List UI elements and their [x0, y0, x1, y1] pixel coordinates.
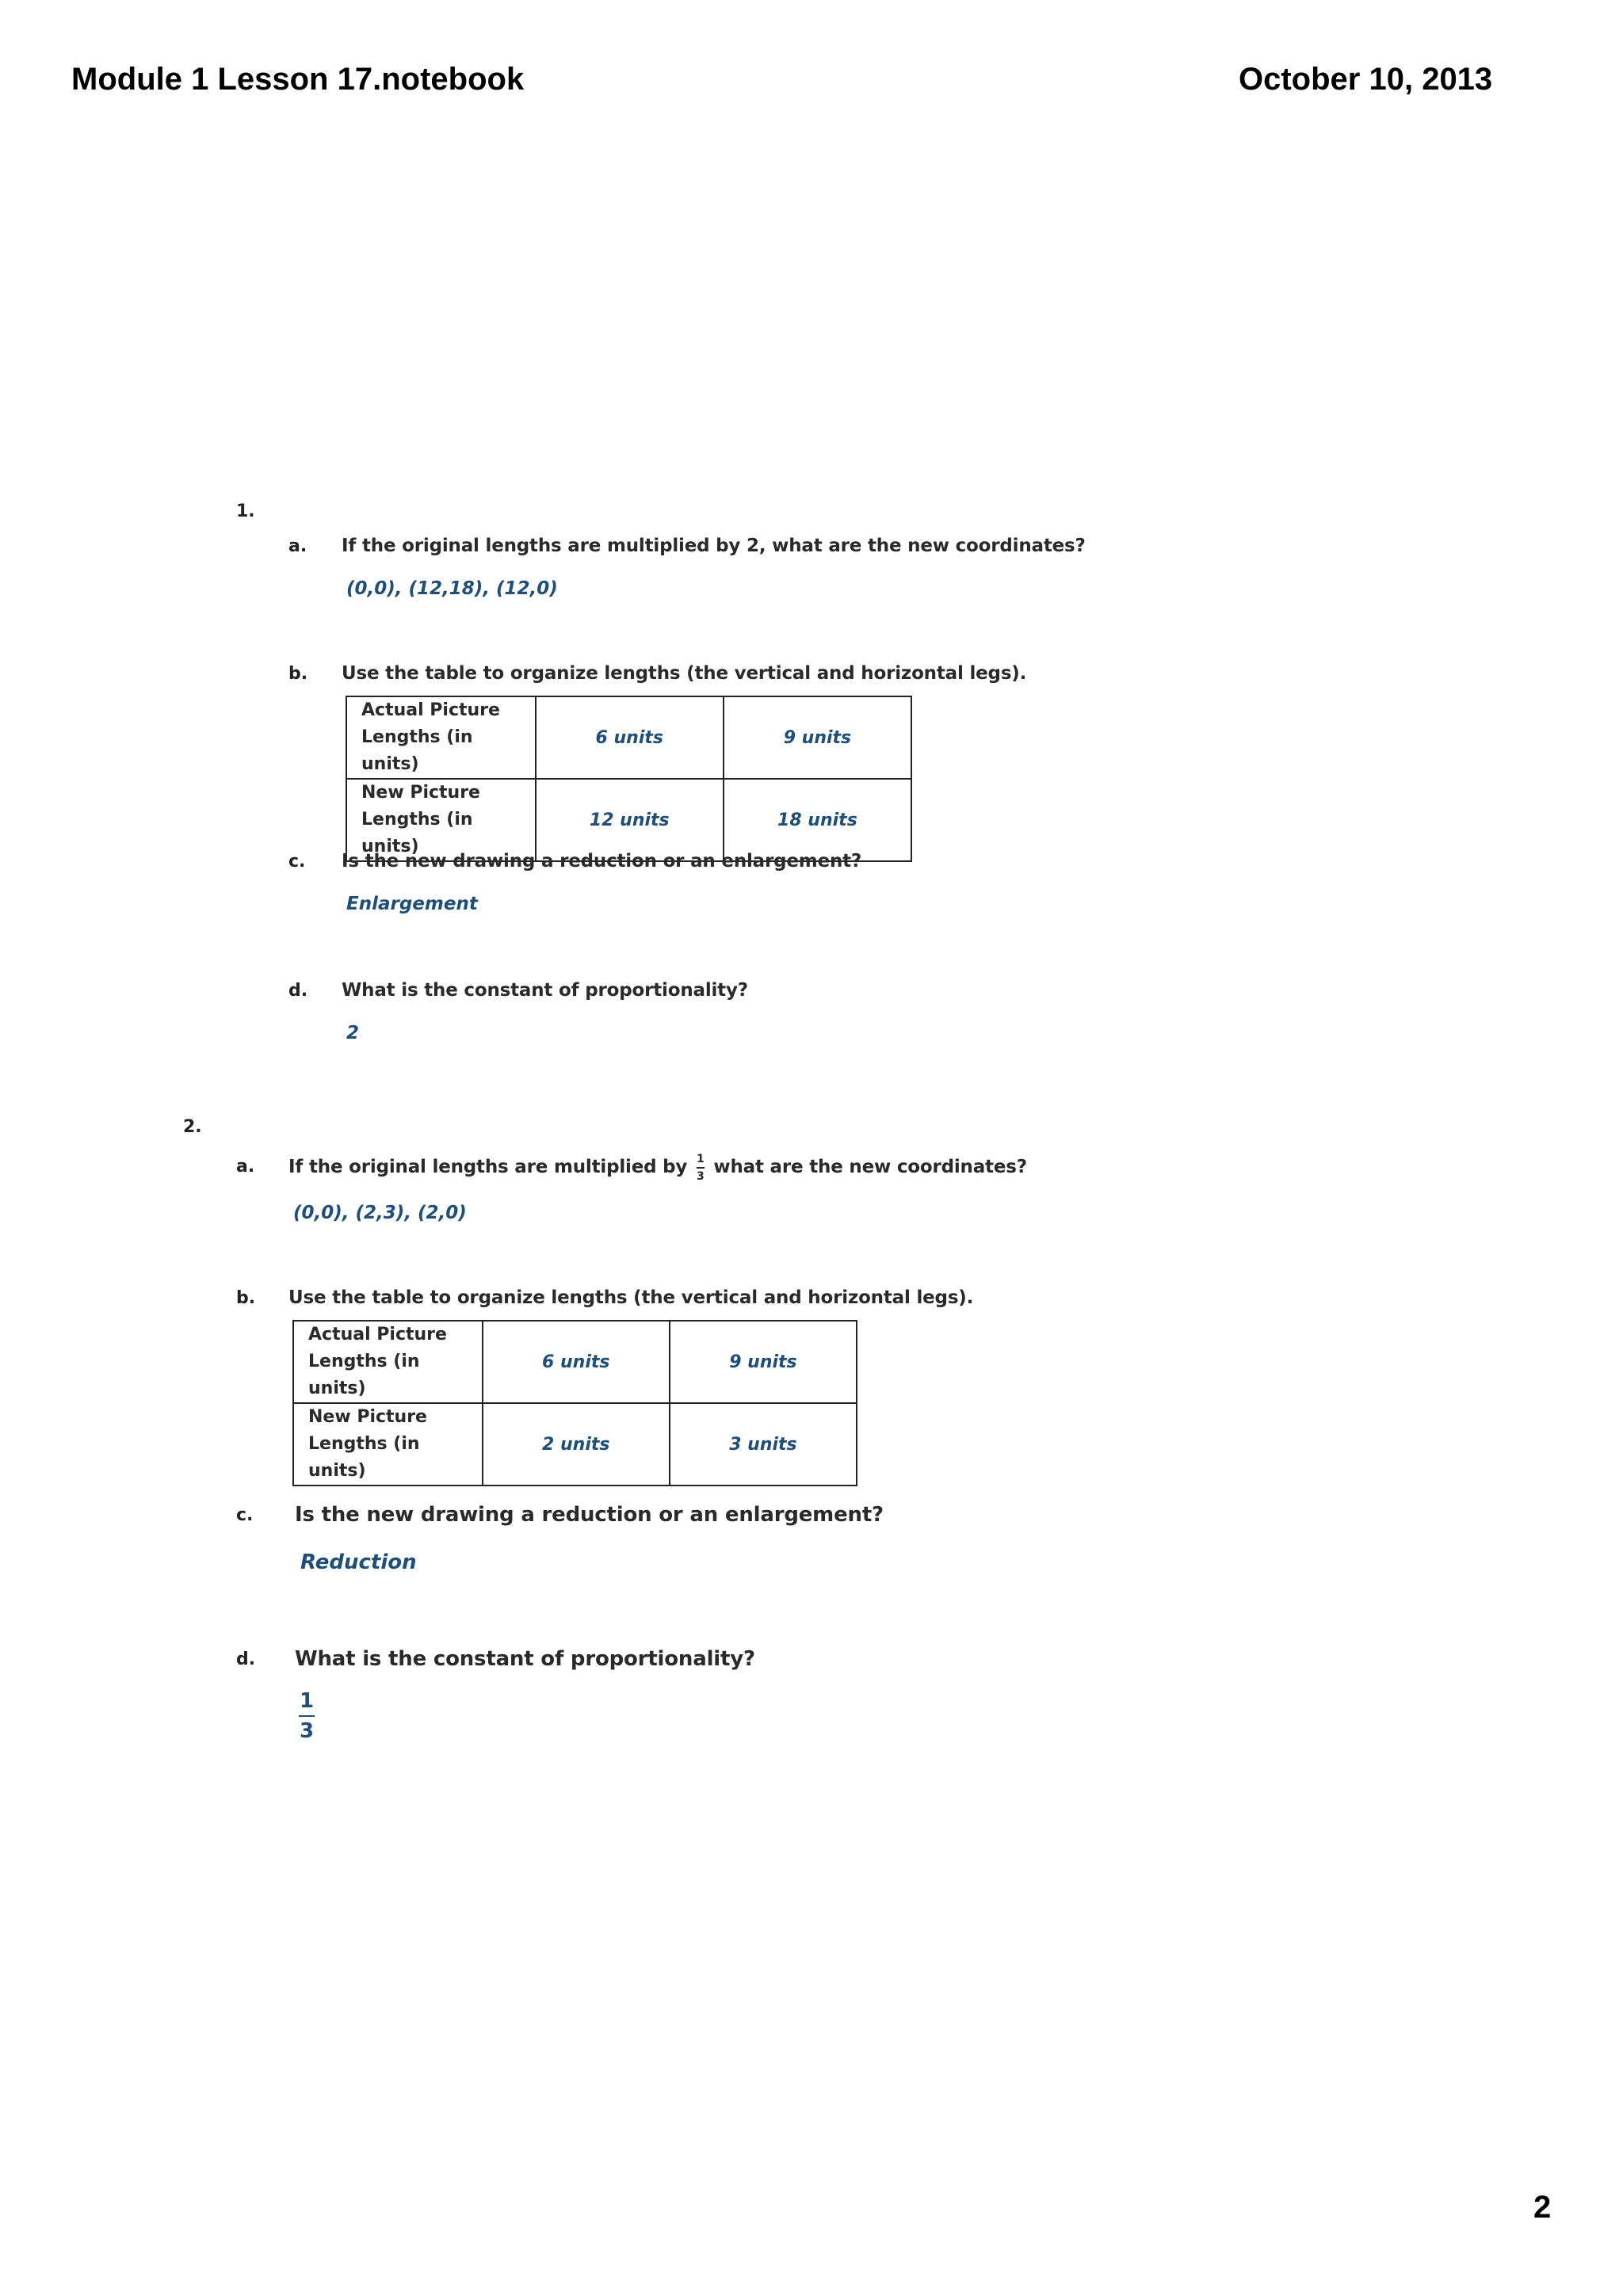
row-label-line: Lengths (in units)	[308, 1434, 420, 1481]
problem-2d-answer-fraction	[299, 1691, 315, 1741]
problem-2c-letter: c.	[236, 1505, 254, 1525]
fraction-numerator: 1	[697, 1152, 705, 1165]
fraction-numerator: 1	[299, 1689, 315, 1713]
problem-2a-question	[288, 1147, 1027, 1187]
problem-1d-question: What is the constant of proportionality?	[342, 980, 748, 1001]
question-text: what are the new coordinates?	[713, 1157, 1027, 1177]
table-row-label	[293, 1321, 483, 1403]
problem-1a-question: If the original lengths are multiplied by 2, what are the new coordinates?	[342, 536, 1086, 556]
problem-1a-letter: a.	[288, 536, 307, 556]
table-cell: 12 units	[536, 779, 724, 861]
problem-2b-letter: b.	[236, 1288, 256, 1308]
table-row	[293, 1403, 857, 1486]
problem-1d-answer: 2	[346, 1023, 360, 1043]
table-row-label	[293, 1403, 483, 1486]
page-number: 2	[1533, 2190, 1552, 2225]
table-cell: 3 units	[670, 1403, 857, 1486]
problem-1-number: 1.	[236, 502, 255, 521]
table-cell: 9 units	[670, 1321, 857, 1403]
table-row-label	[346, 779, 536, 861]
table-cell: 2 units	[483, 1403, 670, 1486]
problem-2b-table	[292, 1320, 857, 1486]
table-row	[293, 1321, 857, 1403]
fraction-denominator: 3	[299, 1719, 315, 1743]
table-cell: 18 units	[724, 779, 911, 861]
row-label-line: New Picture	[308, 1407, 427, 1427]
problem-2c-question: Is the new drawing a reduction or an enlargement?	[295, 1503, 884, 1527]
problem-1c-question: Is the new drawing a reduction or an enlargement?	[342, 851, 862, 871]
row-label-line: Lengths (in units)	[361, 727, 473, 774]
problem-1b-table	[346, 696, 912, 862]
table-row	[346, 779, 911, 861]
problem-1c-answer: Enlargement	[346, 894, 478, 914]
fraction-denominator: 3	[697, 1169, 705, 1183]
problem-2a-letter: a.	[236, 1157, 255, 1177]
problem-2a-answer: (0,0), (2,3), (2,0)	[293, 1203, 467, 1223]
document-date: October 10, 2013	[1239, 62, 1493, 97]
table-row	[346, 696, 911, 779]
row-label-line: New Picture	[361, 783, 480, 803]
fraction-bar	[697, 1167, 705, 1169]
fraction-one-third	[697, 1154, 705, 1182]
problem-1c-letter: c.	[288, 852, 306, 871]
row-label-line: Actual Picture	[361, 700, 500, 720]
table-cell: 6 units	[483, 1321, 670, 1403]
table-cell: 6 units	[536, 696, 724, 779]
problem-2-number: 2.	[183, 1117, 202, 1137]
row-label-line: Lengths (in units)	[361, 810, 473, 856]
problem-1b-question: Use the table to organize lengths (the vertical and horizontal legs).	[342, 663, 1027, 684]
problem-2b-question: Use the table to organize lengths (the vertical and horizontal legs).	[288, 1287, 974, 1308]
problem-1d-letter: d.	[288, 981, 308, 1001]
table-row-label	[346, 696, 536, 779]
problem-2c-answer: Reduction	[300, 1550, 417, 1574]
problem-1a-answer: (0,0), (12,18), (12,0)	[346, 578, 558, 599]
problem-2d-question: What is the constant of proportionality?	[295, 1647, 755, 1671]
table-cell: 9 units	[724, 696, 911, 779]
row-label-line: Actual Picture	[308, 1325, 447, 1344]
problem-2d-letter: d.	[236, 1650, 256, 1669]
document-title: Module 1 Lesson 17.notebook	[71, 62, 525, 97]
row-label-line: Lengths (in units)	[308, 1352, 420, 1398]
fraction-bar	[299, 1715, 315, 1717]
question-text: If the original lengths are multiplied by	[288, 1157, 688, 1177]
problem-1b-letter: b.	[288, 664, 308, 684]
